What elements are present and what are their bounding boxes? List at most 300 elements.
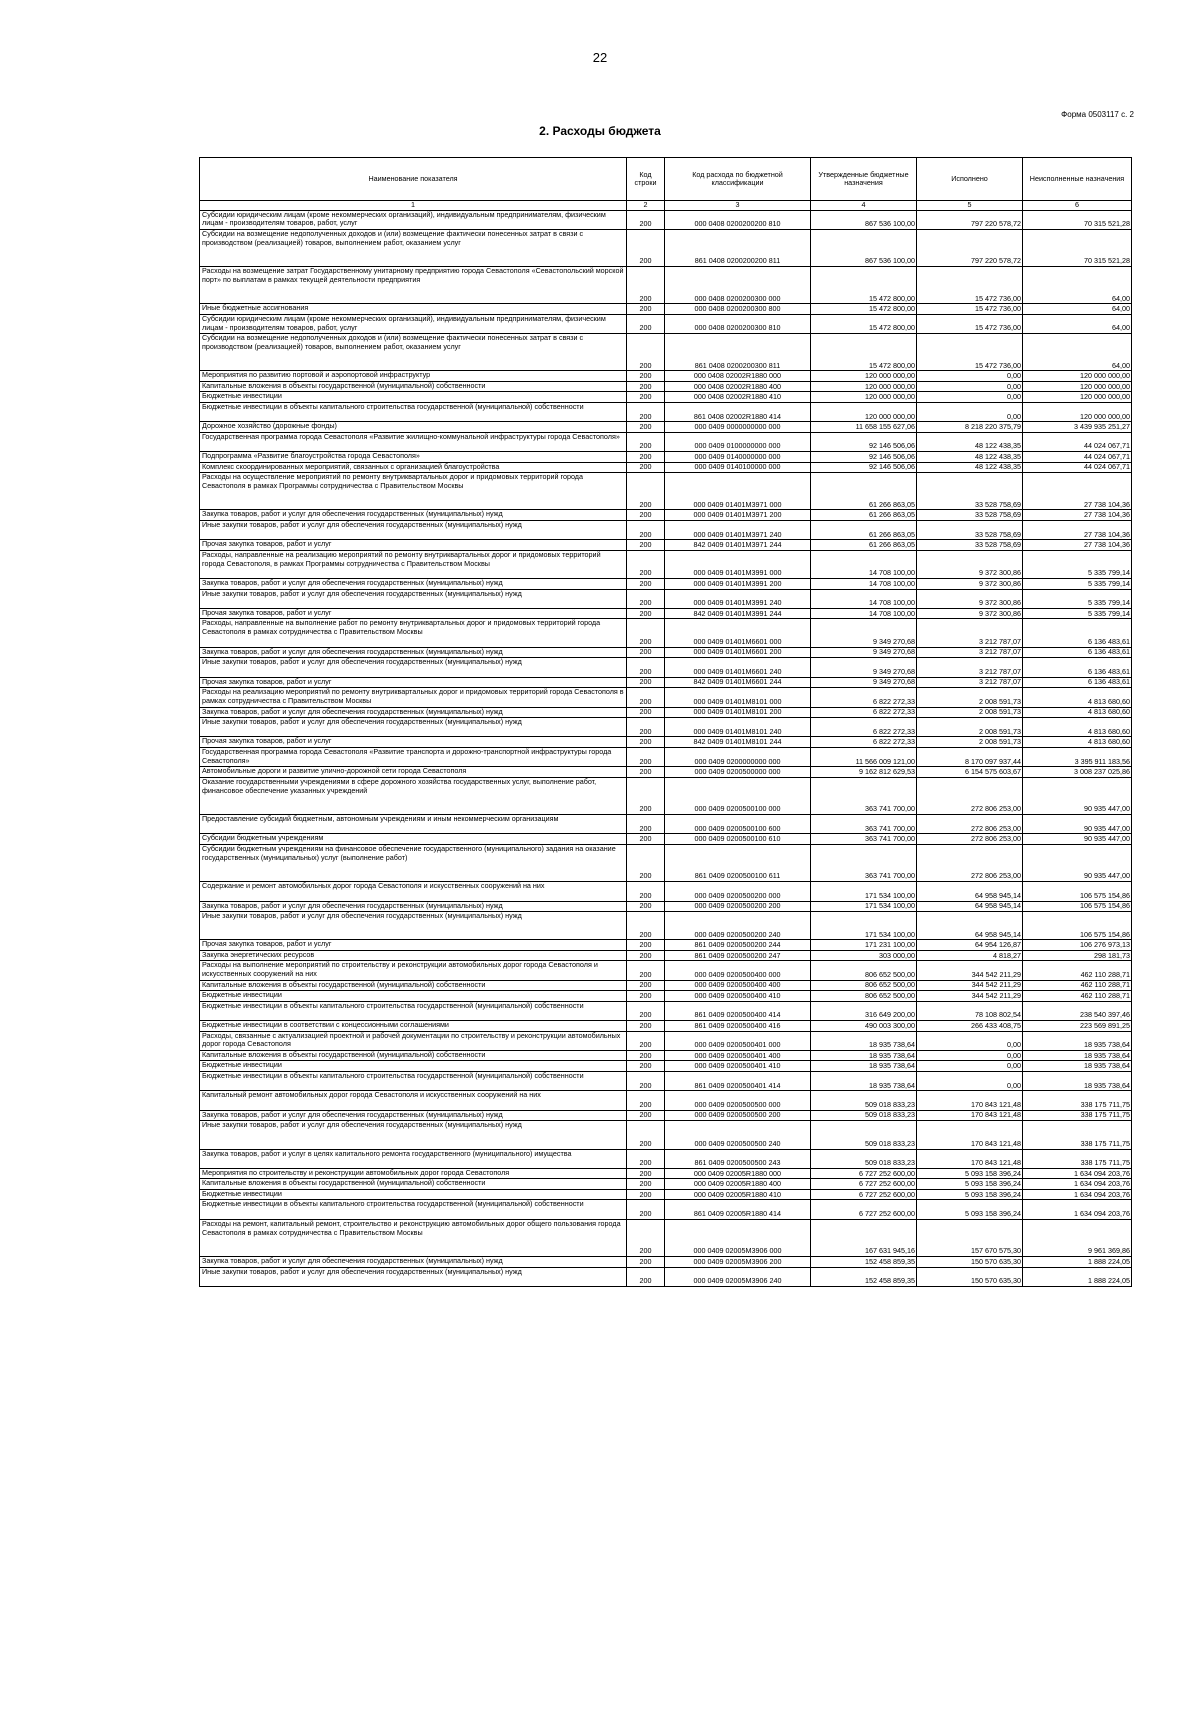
table-row [200, 940, 1132, 951]
row-unexecuted-cell: 5 335 799,14 [1023, 589, 1132, 608]
row-unexecuted-cell: 1 634 094 203,76 [1023, 1200, 1132, 1219]
row-approved-cell: 167 631 945,16 [811, 1219, 917, 1256]
row-code-cell: 200 [627, 229, 665, 266]
table-row [200, 1021, 1132, 1032]
table-row [200, 912, 1132, 940]
row-executed-cell: 0,00 [917, 1061, 1023, 1072]
row-classification-cell: 000 0409 0100000000 000 [665, 432, 811, 451]
row-approved-cell: 92 146 506,06 [811, 432, 917, 451]
row-name-cell: Подпрограмма «Развитие благоустройства города Севастополя» [200, 452, 627, 463]
row-code-cell: 200 [627, 462, 665, 473]
row-name-cell: Оказание государственными учреждениями в сфере дорожного хозяйства государственных услуг, выполнение работ, финансовое обеспечение указанных учреждений [200, 777, 627, 814]
row-code-cell: 200 [627, 961, 665, 980]
row-unexecuted-cell: 9 961 369,86 [1023, 1219, 1132, 1256]
row-unexecuted-cell: 18 935 738,64 [1023, 1031, 1132, 1050]
row-code-cell: 200 [627, 520, 665, 539]
row-name-cell: Прочая закупка товаров, работ и услуг [200, 940, 627, 951]
row-executed-cell: 15 472 736,00 [917, 314, 1023, 333]
row-unexecuted-cell: 4 813 680,60 [1023, 688, 1132, 707]
row-name-cell: Бюджетные инвестиции в объекты капитального строительства государственной (муниципальной) собственности [200, 402, 627, 421]
row-unexecuted-cell: 4 813 680,60 [1023, 737, 1132, 748]
row-code-cell: 200 [627, 473, 665, 510]
row-code-cell: 200 [627, 210, 665, 229]
row-classification-cell: 000 0409 0200500100 000 [665, 777, 811, 814]
row-classification-cell: 000 0409 01401М6601 200 [665, 647, 811, 658]
row-name-cell: Субсидии бюджетным учреждениям [200, 834, 627, 845]
table-row [200, 1071, 1132, 1090]
row-executed-cell: 9 372 300,86 [917, 589, 1023, 608]
row-code-cell: 200 [627, 1219, 665, 1256]
row-unexecuted-cell: 106 575 154,86 [1023, 912, 1132, 940]
row-unexecuted-cell: 4 813 680,60 [1023, 707, 1132, 718]
row-classification-cell: 000 0409 0000000000 000 [665, 422, 811, 433]
row-executed-cell: 78 108 802,54 [917, 1001, 1023, 1020]
row-approved-cell: 303 000,00 [811, 950, 917, 961]
row-approved-cell: 14 708 100,00 [811, 550, 917, 578]
row-code-cell: 200 [627, 1121, 665, 1149]
row-unexecuted-cell: 3 008 237 025,86 [1023, 767, 1132, 778]
row-name-cell: Содержание и ремонт автомобильных дорог города Севастополя и искусственных сооружений на них [200, 882, 627, 901]
row-approved-cell: 120 000 000,00 [811, 392, 917, 403]
header-unexecuted: Неисполненные назначения [1023, 158, 1132, 201]
row-classification-cell: 000 0409 02005R1880 400 [665, 1179, 811, 1190]
table-row [200, 1200, 1132, 1219]
row-code-cell: 200 [627, 737, 665, 748]
row-executed-cell: 5 093 158 396,24 [917, 1189, 1023, 1200]
row-name-cell: Иные закупки товаров, работ и услуг для обеспечения государственных (муниципальных) нужд [200, 1121, 627, 1149]
row-code-cell: 200 [627, 707, 665, 718]
row-executed-cell: 170 843 121,48 [917, 1091, 1023, 1110]
row-unexecuted-cell: 70 315 521,28 [1023, 229, 1132, 266]
row-classification-cell: 861 0409 02005R1880 414 [665, 1200, 811, 1219]
table-row [200, 619, 1132, 647]
row-executed-cell: 797 220 578,72 [917, 210, 1023, 229]
row-executed-cell: 64 958 945,14 [917, 901, 1023, 912]
row-executed-cell: 5 093 158 396,24 [917, 1179, 1023, 1190]
row-classification-cell: 842 0409 01401М3971 244 [665, 540, 811, 551]
row-unexecuted-cell: 106 575 154,86 [1023, 901, 1132, 912]
row-approved-cell: 509 018 833,23 [811, 1110, 917, 1121]
row-classification-cell: 000 0409 01401М6601 000 [665, 619, 811, 647]
table-row [200, 991, 1132, 1002]
row-executed-cell: 64 958 945,14 [917, 912, 1023, 940]
row-unexecuted-cell: 1 888 224,05 [1023, 1267, 1132, 1286]
row-classification-cell: 861 0408 02002R1880 414 [665, 402, 811, 421]
row-approved-cell: 9 349 270,68 [811, 677, 917, 688]
row-code-cell: 200 [627, 579, 665, 590]
row-approved-cell: 509 018 833,23 [811, 1149, 917, 1168]
row-name-cell: Закупка товаров, работ и услуг для обеспечения государственных (муниципальных) нужд [200, 707, 627, 718]
table-row [200, 767, 1132, 778]
row-code-cell: 200 [627, 589, 665, 608]
row-executed-cell: 272 806 253,00 [917, 777, 1023, 814]
row-code-cell: 200 [627, 658, 665, 677]
row-classification-cell: 000 0409 0200500400 000 [665, 961, 811, 980]
row-approved-cell: 867 536 100,00 [811, 229, 917, 266]
table-body [200, 210, 1132, 1286]
row-approved-cell: 6 822 272,33 [811, 688, 917, 707]
row-code-cell: 200 [627, 688, 665, 707]
row-code-cell: 200 [627, 647, 665, 658]
row-code-cell: 200 [627, 940, 665, 951]
row-unexecuted-cell: 64,00 [1023, 334, 1132, 371]
table-row [200, 1121, 1132, 1149]
row-executed-cell: 33 528 758,69 [917, 520, 1023, 539]
row-code-cell: 200 [627, 718, 665, 737]
row-code-cell: 200 [627, 452, 665, 463]
row-executed-cell: 5 093 158 396,24 [917, 1200, 1023, 1219]
row-name-cell: Субсидии на возмещение недополученных доходов и (или) возмещение фактически понесенных затрат в связи с производством (реализацией) товаров, выполнением работ, оказанием услуг [200, 229, 627, 266]
table-row [200, 334, 1132, 371]
table-row [200, 550, 1132, 578]
row-code-cell: 200 [627, 882, 665, 901]
table-row [200, 677, 1132, 688]
row-code-cell: 200 [627, 402, 665, 421]
row-name-cell: Мероприятия по развитию портовой и аэропортовой инфраструктур [200, 371, 627, 382]
row-approved-cell: 6 822 272,33 [811, 737, 917, 748]
row-classification-cell: 000 0408 02002R1880 000 [665, 371, 811, 382]
row-classification-cell: 000 0409 01401М6601 240 [665, 658, 811, 677]
row-classification-cell: 000 0409 0200500500 000 [665, 1091, 811, 1110]
row-name-cell: Иные закупки товаров, работ и услуг для обеспечения государственных (муниципальных) нужд [200, 589, 627, 608]
row-unexecuted-cell: 106 276 973,13 [1023, 940, 1132, 951]
row-approved-cell: 490 003 300,00 [811, 1021, 917, 1032]
row-code-cell: 200 [627, 1168, 665, 1179]
row-code-cell: 200 [627, 1031, 665, 1050]
row-unexecuted-cell: 27 738 104,36 [1023, 520, 1132, 539]
row-executed-cell: 5 093 158 396,24 [917, 1168, 1023, 1179]
table-row [200, 747, 1132, 766]
table-row [200, 737, 1132, 748]
row-code-cell: 200 [627, 608, 665, 619]
row-approved-cell: 92 146 506,06 [811, 452, 917, 463]
column-number: 3 [665, 201, 811, 211]
row-code-cell: 200 [627, 1267, 665, 1286]
row-classification-cell: 000 0409 02005М3906 240 [665, 1267, 811, 1286]
row-name-cell: Закупка товаров, работ и услуг в целях капитального ремонта государственного (муниципального) имущества [200, 1149, 627, 1168]
row-name-cell: Субсидии бюджетным учреждениям на финансовое обеспечение государственного (муниципального) задания на оказание государственных (муниципальных) услуг (выполнение работ) [200, 844, 627, 881]
row-approved-cell: 9 349 270,68 [811, 619, 917, 647]
row-executed-cell: 170 843 121,48 [917, 1149, 1023, 1168]
row-approved-cell: 18 935 738,64 [811, 1031, 917, 1050]
row-name-cell: Капитальные вложения в объекты государственной (муниципальной) собственности [200, 1050, 627, 1061]
row-unexecuted-cell: 338 175 711,75 [1023, 1110, 1132, 1121]
row-code-cell: 200 [627, 1257, 665, 1268]
row-classification-cell: 000 0408 02002R1880 400 [665, 381, 811, 392]
row-unexecuted-cell: 27 738 104,36 [1023, 510, 1132, 521]
row-code-cell: 200 [627, 1149, 665, 1168]
table-row [200, 520, 1132, 539]
row-executed-cell: 15 472 736,00 [917, 267, 1023, 304]
row-code-cell: 200 [627, 371, 665, 382]
row-name-cell: Иные закупки товаров, работ и услуг для обеспечения государственных (муниципальных) нужд [200, 520, 627, 539]
row-approved-cell: 14 708 100,00 [811, 579, 917, 590]
table-row [200, 980, 1132, 991]
table-row [200, 688, 1132, 707]
row-executed-cell: 0,00 [917, 1050, 1023, 1061]
row-approved-cell: 61 266 863,05 [811, 520, 917, 539]
row-code-cell: 200 [627, 950, 665, 961]
row-executed-cell: 170 843 121,48 [917, 1110, 1023, 1121]
table-row [200, 371, 1132, 382]
table-row [200, 950, 1132, 961]
row-name-cell: Иные закупки товаров, работ и услуг для обеспечения государственных (муниципальных) нужд [200, 912, 627, 940]
row-classification-cell: 842 0409 01401М8101 244 [665, 737, 811, 748]
row-name-cell: Капитальный ремонт автомобильных дорог города Севастополя и искусственных сооружений на них [200, 1091, 627, 1110]
row-name-cell: Бюджетные инвестиции в объекты капитального строительства государственной (муниципальной) собственности [200, 1200, 627, 1219]
row-unexecuted-cell: 6 136 483,61 [1023, 677, 1132, 688]
row-code-cell: 200 [627, 901, 665, 912]
row-approved-cell: 363 741 700,00 [811, 777, 917, 814]
row-unexecuted-cell: 27 738 104,36 [1023, 473, 1132, 510]
row-name-cell: Капитальные вложения в объекты государственной (муниципальной) собственности [200, 980, 627, 991]
row-classification-cell: 000 0409 0200500200 240 [665, 912, 811, 940]
row-name-cell: Расходы на возмещение затрат Государственному унитарному предприятию города Севастополя «Севастопольский морской порт» по выплатам в рамках текущей деятельности предприятия [200, 267, 627, 304]
row-classification-cell: 000 0409 0200000000 000 [665, 747, 811, 766]
row-unexecuted-cell: 44 024 067,71 [1023, 432, 1132, 451]
row-unexecuted-cell: 64,00 [1023, 267, 1132, 304]
section-title: 2. Расходы бюджета [539, 124, 661, 138]
table-row [200, 510, 1132, 521]
row-unexecuted-cell: 18 935 738,64 [1023, 1061, 1132, 1072]
table-row [200, 777, 1132, 814]
row-code-cell: 200 [627, 381, 665, 392]
row-approved-cell: 61 266 863,05 [811, 473, 917, 510]
row-unexecuted-cell: 298 181,73 [1023, 950, 1132, 961]
table-header-row [200, 158, 1132, 201]
row-unexecuted-cell: 18 935 738,64 [1023, 1071, 1132, 1090]
row-classification-cell: 000 0409 02005М3906 200 [665, 1257, 811, 1268]
row-classification-cell: 000 0409 0200500400 400 [665, 980, 811, 991]
row-approved-cell: 152 458 859,35 [811, 1257, 917, 1268]
row-code-cell: 200 [627, 815, 665, 834]
row-code-cell: 200 [627, 844, 665, 881]
row-classification-cell: 000 0408 02002R1880 410 [665, 392, 811, 403]
row-approved-cell: 120 000 000,00 [811, 371, 917, 382]
row-unexecuted-cell: 90 935 447,00 [1023, 834, 1132, 845]
table-row [200, 882, 1132, 901]
row-unexecuted-cell: 338 175 711,75 [1023, 1149, 1132, 1168]
table-row [200, 267, 1132, 304]
row-unexecuted-cell: 44 024 067,71 [1023, 452, 1132, 463]
row-executed-cell: 48 122 438,35 [917, 432, 1023, 451]
column-number: 5 [917, 201, 1023, 211]
row-unexecuted-cell: 70 315 521,28 [1023, 210, 1132, 229]
row-executed-cell: 157 670 575,30 [917, 1219, 1023, 1256]
table-row [200, 1110, 1132, 1121]
row-executed-cell: 15 472 736,00 [917, 334, 1023, 371]
row-approved-cell: 363 741 700,00 [811, 844, 917, 881]
row-unexecuted-cell: 6 136 483,61 [1023, 619, 1132, 647]
header-executed: Исполнено [917, 158, 1023, 201]
row-executed-cell: 3 212 787,07 [917, 619, 1023, 647]
row-name-cell: Закупка товаров, работ и услуг для обеспечения государственных (муниципальных) нужд [200, 647, 627, 658]
row-unexecuted-cell: 5 335 799,14 [1023, 579, 1132, 590]
row-classification-cell: 000 0409 0140000000 000 [665, 452, 811, 463]
row-approved-cell: 14 708 100,00 [811, 589, 917, 608]
row-name-cell: Бюджетные инвестиции [200, 1061, 627, 1072]
row-approved-cell: 11 566 009 121,00 [811, 747, 917, 766]
row-name-cell: Расходы на реализацию мероприятий по ремонту внутриквартальных дорог и придомовых территорий города Севастополя в рамках сотрудничества с Правительством Москвы [200, 688, 627, 707]
row-name-cell: Расходы, направленные на реализацию мероприятий по ремонту внутриквартальных дорог и придомовых территорий города Севастополя, в рамках Программы сотрудничества с Правительством Москвы [200, 550, 627, 578]
row-classification-cell: 861 0409 0200500200 247 [665, 950, 811, 961]
table-row [200, 658, 1132, 677]
row-name-cell: Закупка энергетических ресурсов [200, 950, 627, 961]
row-code-cell: 200 [627, 422, 665, 433]
row-approved-cell: 509 018 833,23 [811, 1121, 917, 1149]
row-approved-cell: 15 472 800,00 [811, 314, 917, 333]
row-name-cell: Субсидии юридическим лицам (кроме некоммерческих организаций), индивидуальным предпринимателям, физическим лицам - производителям товаров, работ, услуг [200, 210, 627, 229]
table-row [200, 210, 1132, 229]
table-row [200, 1219, 1132, 1256]
row-unexecuted-cell: 6 136 483,61 [1023, 647, 1132, 658]
row-unexecuted-cell: 238 540 397,46 [1023, 1001, 1132, 1020]
column-number: 2 [627, 201, 665, 211]
row-code-cell: 200 [627, 991, 665, 1002]
table-row [200, 1267, 1132, 1286]
row-code-cell: 200 [627, 1050, 665, 1061]
table-row [200, 1257, 1132, 1268]
row-name-cell: Расходы на осуществление мероприятий по ремонту внутриквартальных дорог и придомовых территорий города Севастополя в рамках Программы сотрудничества с Правительством Москвы [200, 473, 627, 510]
row-approved-cell: 171 534 100,00 [811, 901, 917, 912]
row-executed-cell: 3 212 787,07 [917, 658, 1023, 677]
row-executed-cell: 9 372 300,86 [917, 579, 1023, 590]
row-classification-cell: 000 0409 0140100000 000 [665, 462, 811, 473]
row-classification-cell: 000 0409 01401М3991 200 [665, 579, 811, 590]
row-classification-cell: 000 0409 01401М3991 240 [665, 589, 811, 608]
row-executed-cell: 344 542 211,29 [917, 961, 1023, 980]
row-executed-cell: 8 170 097 937,44 [917, 747, 1023, 766]
row-approved-cell: 92 146 506,06 [811, 462, 917, 473]
row-executed-cell: 2 008 591,73 [917, 737, 1023, 748]
row-approved-cell: 15 472 800,00 [811, 334, 917, 371]
row-approved-cell: 18 935 738,64 [811, 1061, 917, 1072]
row-executed-cell: 0,00 [917, 1031, 1023, 1050]
row-name-cell: Капитальные вложения в объекты государственной (муниципальной) собственности [200, 381, 627, 392]
row-classification-cell: 000 0409 01401М3971 000 [665, 473, 811, 510]
row-approved-cell: 171 534 100,00 [811, 882, 917, 901]
row-executed-cell: 344 542 211,29 [917, 991, 1023, 1002]
row-classification-cell: 861 0409 0200500200 244 [665, 940, 811, 951]
row-name-cell: Бюджетные инвестиции в объекты капитального строительства государственной (муниципальной) собственности [200, 1001, 627, 1020]
row-approved-cell: 120 000 000,00 [811, 402, 917, 421]
row-approved-cell: 509 018 833,23 [811, 1091, 917, 1110]
table-row [200, 718, 1132, 737]
row-classification-cell: 861 0408 0200200300 811 [665, 334, 811, 371]
row-approved-cell: 9 349 270,68 [811, 647, 917, 658]
column-number: 6 [1023, 201, 1132, 211]
row-name-cell: Дорожное хозяйство (дорожные фонды) [200, 422, 627, 433]
row-approved-cell: 15 472 800,00 [811, 267, 917, 304]
column-number-row [200, 201, 1132, 211]
table-row [200, 540, 1132, 551]
row-unexecuted-cell: 1 634 094 203,76 [1023, 1179, 1132, 1190]
row-approved-cell: 6 727 252 600,00 [811, 1168, 917, 1179]
row-code-cell: 200 [627, 392, 665, 403]
row-code-cell: 200 [627, 980, 665, 991]
row-approved-cell: 171 231 100,00 [811, 940, 917, 951]
row-approved-cell: 171 534 100,00 [811, 912, 917, 940]
row-unexecuted-cell: 18 935 738,64 [1023, 1050, 1132, 1061]
row-unexecuted-cell: 120 000 000,00 [1023, 371, 1132, 382]
row-executed-cell: 48 122 438,35 [917, 462, 1023, 473]
table-row [200, 473, 1132, 510]
table-row [200, 901, 1132, 912]
row-name-cell: Бюджетные инвестиции [200, 392, 627, 403]
row-executed-cell: 797 220 578,72 [917, 229, 1023, 266]
table-row [200, 229, 1132, 266]
row-executed-cell: 2 008 591,73 [917, 718, 1023, 737]
row-code-cell: 200 [627, 1179, 665, 1190]
row-executed-cell: 3 212 787,07 [917, 647, 1023, 658]
row-name-cell: Расходы, связанные с актуализацией проектной и рабочей документации по строительству и реконструкции автомобильных дорог города Севастополя [200, 1031, 627, 1050]
row-executed-cell: 2 008 591,73 [917, 707, 1023, 718]
row-approved-cell: 61 266 863,05 [811, 540, 917, 551]
row-approved-cell: 806 652 500,00 [811, 980, 917, 991]
table-row [200, 392, 1132, 403]
table-row [200, 844, 1132, 881]
row-code-cell: 200 [627, 432, 665, 451]
row-code-cell: 200 [627, 912, 665, 940]
row-executed-cell: 266 433 408,75 [917, 1021, 1023, 1032]
row-executed-cell: 272 806 253,00 [917, 834, 1023, 845]
row-name-cell: Прочая закупка товаров, работ и услуг [200, 608, 627, 619]
row-name-cell: Закупка товаров, работ и услуг для обеспечения государственных (муниципальных) нужд [200, 1110, 627, 1121]
row-code-cell: 200 [627, 1110, 665, 1121]
row-executed-cell: 150 570 635,30 [917, 1267, 1023, 1286]
row-executed-cell: 15 472 736,00 [917, 304, 1023, 315]
row-classification-cell: 000 0409 0200500100 610 [665, 834, 811, 845]
row-classification-cell: 000 0409 01401М8101 000 [665, 688, 811, 707]
row-approved-cell: 15 472 800,00 [811, 304, 917, 315]
row-unexecuted-cell: 1 888 224,05 [1023, 1257, 1132, 1268]
table-row [200, 402, 1132, 421]
row-executed-cell: 272 806 253,00 [917, 815, 1023, 834]
row-approved-cell: 61 266 863,05 [811, 510, 917, 521]
row-classification-cell: 000 0408 0200200300 000 [665, 267, 811, 304]
row-unexecuted-cell: 5 335 799,14 [1023, 550, 1132, 578]
row-executed-cell: 0,00 [917, 392, 1023, 403]
row-code-cell: 200 [627, 314, 665, 333]
row-name-cell: Бюджетные инвестиции [200, 991, 627, 1002]
row-name-cell: Комплекс скоординированных мероприятий, связанных с организацией благоустройства [200, 462, 627, 473]
row-name-cell: Бюджетные инвестиции в соответствии с концессионными соглашениями [200, 1021, 627, 1032]
row-approved-cell: 152 458 859,35 [811, 1267, 917, 1286]
row-classification-cell: 000 0408 0200200300 810 [665, 314, 811, 333]
row-executed-cell: 48 122 438,35 [917, 452, 1023, 463]
row-classification-cell: 000 0409 02005R1880 000 [665, 1168, 811, 1179]
row-approved-cell: 14 708 100,00 [811, 608, 917, 619]
row-classification-cell: 000 0409 01401М3971 200 [665, 510, 811, 521]
row-classification-cell: 861 0409 0200500500 243 [665, 1149, 811, 1168]
table-row [200, 462, 1132, 473]
row-executed-cell: 33 528 758,69 [917, 540, 1023, 551]
row-executed-cell: 0,00 [917, 381, 1023, 392]
row-unexecuted-cell: 3 439 935 251,27 [1023, 422, 1132, 433]
row-name-cell: Иные закупки товаров, работ и услуг для обеспечения государственных (муниципальных) нужд [200, 718, 627, 737]
row-classification-cell: 000 0409 0200500401 410 [665, 1061, 811, 1072]
column-number: 1 [200, 201, 627, 211]
table-row [200, 432, 1132, 451]
row-name-cell: Расходы на выполнение мероприятий по строительству и реконструкции автомобильных дорог города Севастополя и искусственных сооружений на них [200, 961, 627, 980]
row-name-cell: Предоставление субсидий бюджетным, автономным учреждениям и иным некоммерческим организациям [200, 815, 627, 834]
table-row [200, 815, 1132, 834]
row-classification-cell: 000 0409 01401М3991 000 [665, 550, 811, 578]
row-unexecuted-cell: 3 395 911 183,56 [1023, 747, 1132, 766]
row-approved-cell: 6 727 252 600,00 [811, 1179, 917, 1190]
row-name-cell: Иные бюджетные ассигнования [200, 304, 627, 315]
row-executed-cell: 64 954 126,87 [917, 940, 1023, 951]
